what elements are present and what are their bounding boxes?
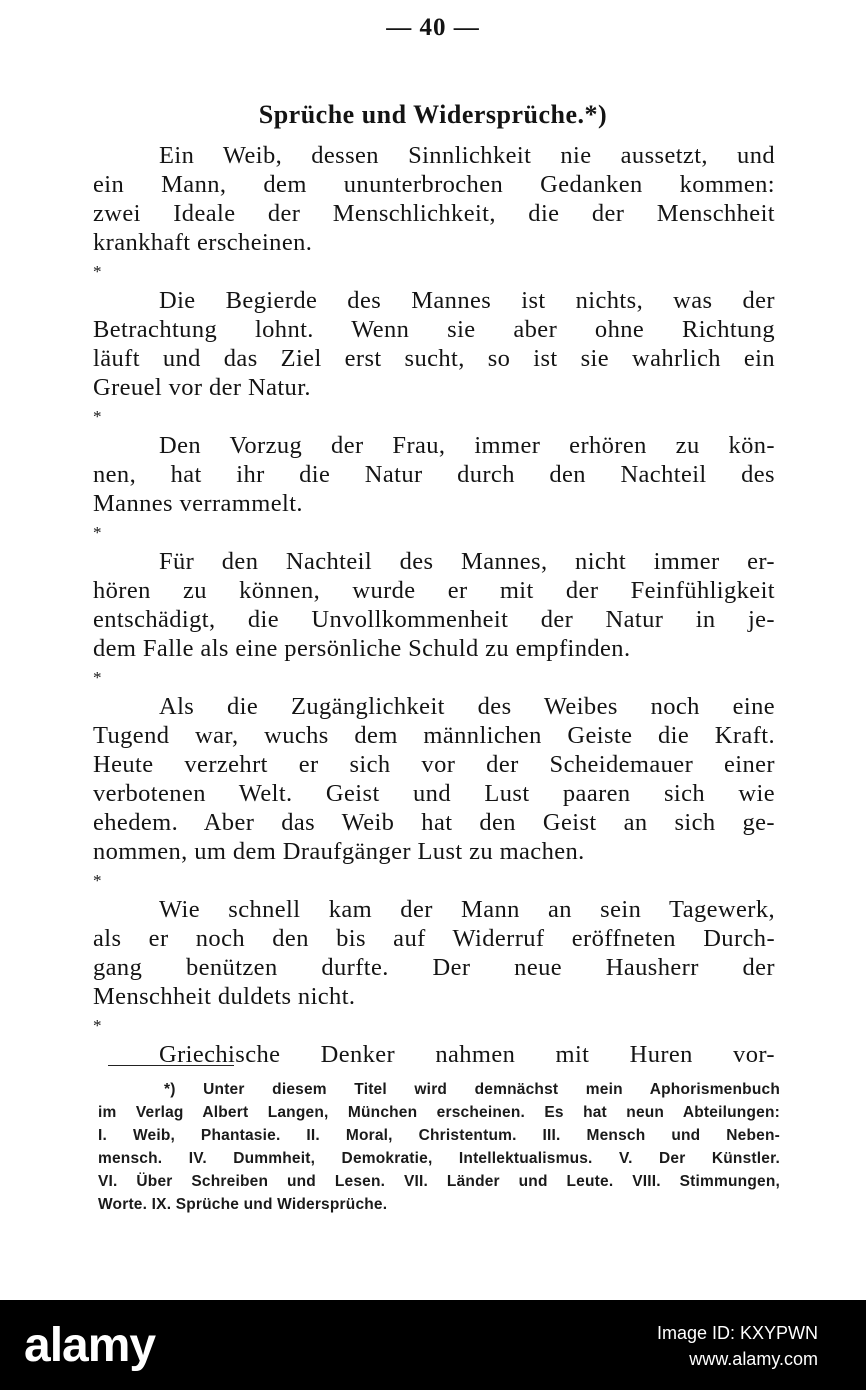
text-line: entschädigt, die Unvollkommenheit der Natur in je- bbox=[93, 606, 775, 633]
footnote-line: *) Unter diesem Titel wird demnächst mein Aphorismenbuch bbox=[164, 1081, 780, 1098]
aphorisms-body bbox=[93, 141, 775, 1069]
footnote-line: VI. Über Schreiben und Lesen. VII. Länder und Leute. VIII. Stimmungen, bbox=[98, 1173, 780, 1190]
footnote bbox=[98, 1078, 780, 1216]
text-line: dem Falle als eine persönliche Schuld zu empfinden. bbox=[93, 635, 631, 662]
aphorism-paragraph bbox=[93, 547, 775, 663]
source-url: www.alamy.com bbox=[689, 1349, 818, 1369]
footnote-line: mensch. IV. Dummheit, Demokratie, Intellektualismus. V. Der Künstler. bbox=[98, 1150, 780, 1167]
separator-star: * bbox=[93, 668, 102, 687]
text-line: als er noch den bis auf Widerruf eröffneten Durch- bbox=[93, 925, 775, 952]
text-line: Wie schnell kam der Mann an sein Tagewerk, bbox=[159, 896, 775, 923]
text-line: krankhaft erscheinen. bbox=[93, 229, 313, 256]
text-line: nen, hat ihr die Natur durch den Nachteil des bbox=[93, 461, 775, 488]
separator-star: * bbox=[93, 262, 102, 281]
aphorism-paragraph bbox=[93, 431, 775, 518]
separator-star: * bbox=[93, 1016, 102, 1035]
text-line: läuft und das Ziel erst sucht, so ist sie wahrlich ein bbox=[93, 345, 775, 372]
text-line: Ein Weib, dessen Sinnlichkeit nie aussetzt, und bbox=[159, 142, 775, 169]
separator-star: * bbox=[93, 871, 102, 890]
text-line: Griechische Denker nahmen mit Huren vor- bbox=[159, 1041, 775, 1068]
image-id: Image ID: KXYPWN bbox=[656, 1323, 818, 1343]
text-line: zwei Ideale der Menschlichkeit, die der Menschheit bbox=[93, 200, 775, 227]
text-line: Mannes verrammelt. bbox=[93, 490, 303, 517]
aphorism-paragraph bbox=[93, 692, 775, 866]
text-line: Die Begierde des Mannes ist nichts, was der bbox=[159, 287, 775, 314]
text-line: Für den Nachteil des Mannes, nicht immer er- bbox=[159, 548, 775, 575]
footnote-line: Worte. IX. Sprüche und Widersprüche. bbox=[98, 1196, 388, 1213]
text-line: Greuel vor der Natur. bbox=[93, 374, 311, 401]
text-line: nommen, um dem Draufgänger Lust zu machen. bbox=[93, 838, 585, 865]
section-title: Sprüche und Widersprüche.*) bbox=[258, 100, 608, 129]
aphorism-paragraph bbox=[93, 141, 775, 257]
brand-logo: alamy bbox=[24, 1319, 156, 1372]
text-line: hören zu können, wurde er mit der Feinfühligkeit bbox=[93, 577, 775, 604]
aphorism-paragraph bbox=[93, 895, 775, 1011]
footnote-rule bbox=[108, 1065, 234, 1066]
separator-star: * bbox=[93, 523, 102, 542]
text-line: ein Mann, dem ununterbrochen Gedanken kommen: bbox=[93, 171, 775, 198]
text-line: ehedem. Aber das Weib hat den Geist an sich ge- bbox=[93, 809, 775, 836]
text-line: gang benützen durfte. Der neue Hausherr der bbox=[93, 954, 775, 981]
text-line: verbotenen Welt. Geist und Lust paaren sich wie bbox=[93, 780, 775, 807]
separator-star: * bbox=[93, 407, 102, 426]
image-id-block bbox=[657, 1320, 818, 1372]
page-number: — 40 — bbox=[386, 14, 480, 41]
text-line: Den Vorzug der Frau, immer erhören zu kön- bbox=[159, 432, 775, 459]
text-line: Betrachtung lohnt. Wenn sie aber ohne Richtung bbox=[93, 316, 775, 343]
footnote-line: im Verlag Albert Langen, München erscheinen. Es hat neun Abteilungen: bbox=[98, 1104, 780, 1121]
text-line: Menschheit duldets nicht. bbox=[93, 983, 356, 1010]
footnote-line: I. Weib, Phantasie. II. Moral, Christentum. III. Mensch und Neben- bbox=[98, 1127, 780, 1144]
aphorism-paragraph bbox=[93, 286, 775, 402]
text-line: Als die Zugänglichkeit des Weibes noch eine bbox=[159, 693, 775, 720]
text-line: Heute verzehrt er sich vor der Scheidemauer einer bbox=[93, 751, 775, 778]
text-line: Tugend war, wuchs dem männlichen Geiste die Kraft. bbox=[93, 722, 775, 749]
watermark-banner bbox=[0, 1300, 866, 1390]
